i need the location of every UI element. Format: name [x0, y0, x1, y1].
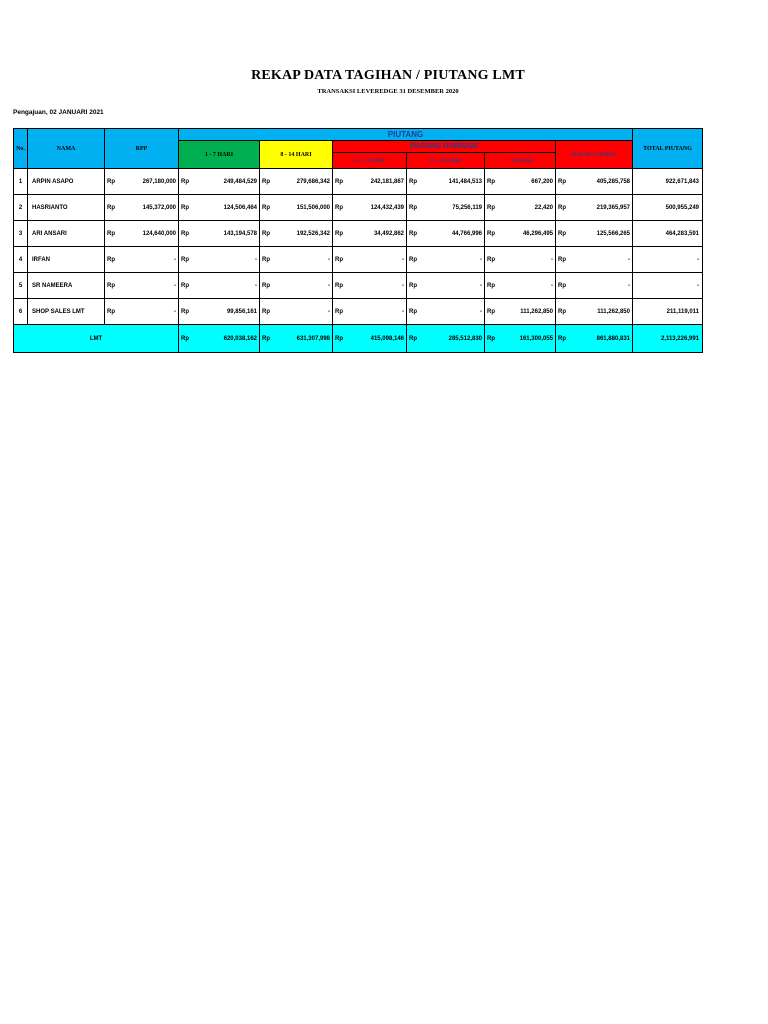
h22-30-value: 141,484,513	[448, 178, 482, 185]
currency-label: Rp	[558, 178, 566, 185]
currency-label: Rp	[558, 308, 566, 315]
currency-label: Rp	[262, 256, 270, 263]
col-1-7-hari: 1 - 7 HARI	[179, 141, 260, 169]
h22-30-value: 75,256,119	[452, 204, 482, 211]
h31-value: 111,262,850	[520, 308, 553, 315]
h22-30-value: -	[480, 308, 482, 315]
currency-label: Rp	[409, 335, 417, 342]
h15-21-value: 124,432,439	[370, 204, 404, 211]
totals-row	[14, 325, 703, 353]
currency-label: Rp	[487, 282, 495, 289]
totals-label: LMT	[14, 325, 179, 353]
col-piutang: PIUTANG	[179, 129, 633, 141]
currency-label: Rp	[409, 256, 417, 263]
currency-label: Rp	[558, 256, 566, 263]
h22-30-value: 44,766,996	[451, 230, 482, 237]
currency-label: Rp	[262, 308, 270, 315]
row-nama: SR NAMEERA	[28, 273, 105, 299]
receivables-table	[13, 128, 703, 353]
h8-14-value: 192,526,342	[296, 230, 330, 237]
col-no: No.	[14, 129, 28, 169]
rpp-value: -	[174, 308, 176, 315]
col-rpp: RPP	[105, 129, 179, 169]
currency-label: Rp	[262, 335, 270, 342]
total-value: -	[633, 273, 703, 299]
total-h31: 161,300,055	[519, 335, 553, 342]
currency-label: Rp	[409, 204, 417, 211]
row-nama: HASRIANTO	[28, 195, 105, 221]
table-row	[14, 195, 703, 221]
h15-21-value: -	[402, 308, 404, 315]
currency-label: Rp	[181, 335, 189, 342]
currency-label: Rp	[409, 230, 417, 237]
currency-label: Rp	[487, 204, 495, 211]
col-piutang-overdue: PIUTANG OVERDUE	[333, 141, 556, 153]
currency-label: Rp	[558, 230, 566, 237]
col-22-30-hari: 22 - 30 HARI	[407, 153, 485, 169]
currency-label: Rp	[262, 204, 270, 211]
h22-30-value: -	[480, 282, 482, 289]
currency-label: Rp	[107, 308, 115, 315]
grand-total: 2,113,226,991	[633, 325, 703, 353]
h1-7-value: 99,856,161	[226, 308, 257, 315]
row-no: 4	[14, 247, 28, 273]
table-row	[14, 247, 703, 273]
h31-value: 22,420	[534, 204, 553, 211]
currency-label: Rp	[487, 230, 495, 237]
sudah-value: 125,566,265	[596, 230, 630, 237]
currency-label: Rp	[487, 308, 495, 315]
col-total: TOTAL PIUTANG	[633, 129, 703, 169]
h1-7-value: -	[255, 282, 257, 289]
h15-21-value: 34,492,862	[373, 230, 404, 237]
col-8-14-hari: 8 - 14 HARI	[260, 141, 333, 169]
currency-label: Rp	[181, 204, 189, 211]
h1-7-value: 249,484,529	[223, 178, 257, 185]
currency-label: Rp	[181, 308, 189, 315]
row-no: 1	[14, 169, 28, 195]
h22-30-value: -	[480, 256, 482, 263]
h31-value: 46,296,495	[522, 230, 553, 237]
currency-label: Rp	[487, 256, 495, 263]
currency-label: Rp	[107, 282, 115, 289]
currency-label: Rp	[335, 282, 343, 289]
row-no: 5	[14, 273, 28, 299]
page-title: REKAP DATA TAGIHAN / PIUTANG LMT	[251, 68, 525, 83]
currency-label: Rp	[409, 308, 417, 315]
currency-label: Rp	[181, 230, 189, 237]
currency-label: Rp	[487, 178, 495, 185]
total-h8-14: 631,307,998	[296, 335, 330, 342]
table-row	[14, 299, 703, 325]
table-row	[14, 221, 703, 247]
h31-value: -	[551, 256, 553, 263]
currency-label: Rp	[181, 178, 189, 185]
h8-14-value: -	[328, 256, 330, 263]
h8-14-value: -	[328, 308, 330, 315]
h31-value: -	[551, 282, 553, 289]
h8-14-value: -	[328, 282, 330, 289]
total-value: -	[633, 247, 703, 273]
currency-label: Rp	[558, 282, 566, 289]
row-no: 6	[14, 299, 28, 325]
row-nama: ARI ANSARI	[28, 221, 105, 247]
table-row	[14, 273, 703, 299]
currency-label: Rp	[262, 282, 270, 289]
currency-label: Rp	[558, 335, 566, 342]
currency-label: Rp	[335, 335, 343, 342]
h1-7-value: 124,506,464	[223, 204, 257, 211]
page-subtitle: TRANSAKSI LEVEREDGE 31 DESEMBER 2020	[317, 88, 459, 95]
h15-21-value: -	[402, 282, 404, 289]
currency-label: Rp	[107, 178, 115, 185]
currency-label: Rp	[262, 230, 270, 237]
currency-label: Rp	[181, 282, 189, 289]
h31-value: 667,200	[531, 178, 553, 185]
sudah-value: 219,365,957	[596, 204, 630, 211]
col-nama: NAMA	[28, 129, 105, 169]
rpp-value: -	[174, 282, 176, 289]
currency-label: Rp	[181, 256, 189, 263]
total-h15-21: 415,098,146	[370, 335, 404, 342]
rpp-value: 145,372,000	[142, 204, 176, 211]
total-h1-7: 620,038,162	[223, 335, 257, 342]
currency-label: Rp	[262, 178, 270, 185]
total-value: 922,671,843	[633, 169, 703, 195]
currency-label: Rp	[335, 308, 343, 315]
h15-21-value: 242,181,867	[370, 178, 404, 185]
sudah-value: -	[628, 282, 630, 289]
currency-label: Rp	[335, 178, 343, 185]
currency-label: Rp	[335, 204, 343, 211]
total-h22-30: 285,512,830	[448, 335, 482, 342]
rpp-value: -	[174, 256, 176, 263]
row-nama: SHOP SALES LMT	[28, 299, 105, 325]
h15-21-value: -	[402, 256, 404, 263]
currency-label: Rp	[409, 178, 417, 185]
h1-7-value: -	[255, 256, 257, 263]
sudah-value: 111,262,850	[597, 308, 630, 315]
currency-label: Rp	[335, 230, 343, 237]
currency-label: Rp	[409, 282, 417, 289]
col-sudah-j-tempo: SUDAH J TEMPO	[556, 141, 633, 169]
rpp-value: 267,180,000	[142, 178, 176, 185]
row-no: 2	[14, 195, 28, 221]
currency-label: Rp	[487, 335, 495, 342]
total-sudah: 861,880,831	[596, 335, 630, 342]
header-row-1	[14, 129, 703, 141]
total-value: 211,119,011	[633, 299, 703, 325]
sudah-value: -	[628, 256, 630, 263]
h1-7-value: 143,194,578	[223, 230, 257, 237]
h8-14-value: 151,506,000	[296, 204, 330, 211]
rpp-value: 124,640,000	[142, 230, 176, 237]
row-nama: IRFAN	[28, 247, 105, 273]
col-31-hari: > 31 HARI	[485, 153, 556, 169]
row-nama: ARPIN ASAPO	[28, 169, 105, 195]
submission-date: Pengajuan, 02 JANUARI 2021	[13, 109, 104, 116]
table-row	[14, 169, 703, 195]
currency-label: Rp	[335, 256, 343, 263]
currency-label: Rp	[558, 204, 566, 211]
currency-label: Rp	[107, 256, 115, 263]
row-no: 3	[14, 221, 28, 247]
h8-14-value: 279,686,342	[296, 178, 330, 185]
currency-label: Rp	[107, 204, 115, 211]
col-15-21-hari: 15 - 21 HARI	[333, 153, 407, 169]
total-value: 500,955,249	[633, 195, 703, 221]
currency-label: Rp	[107, 230, 115, 237]
total-value: 464,283,591	[633, 221, 703, 247]
sudah-value: 405,285,758	[596, 178, 630, 185]
